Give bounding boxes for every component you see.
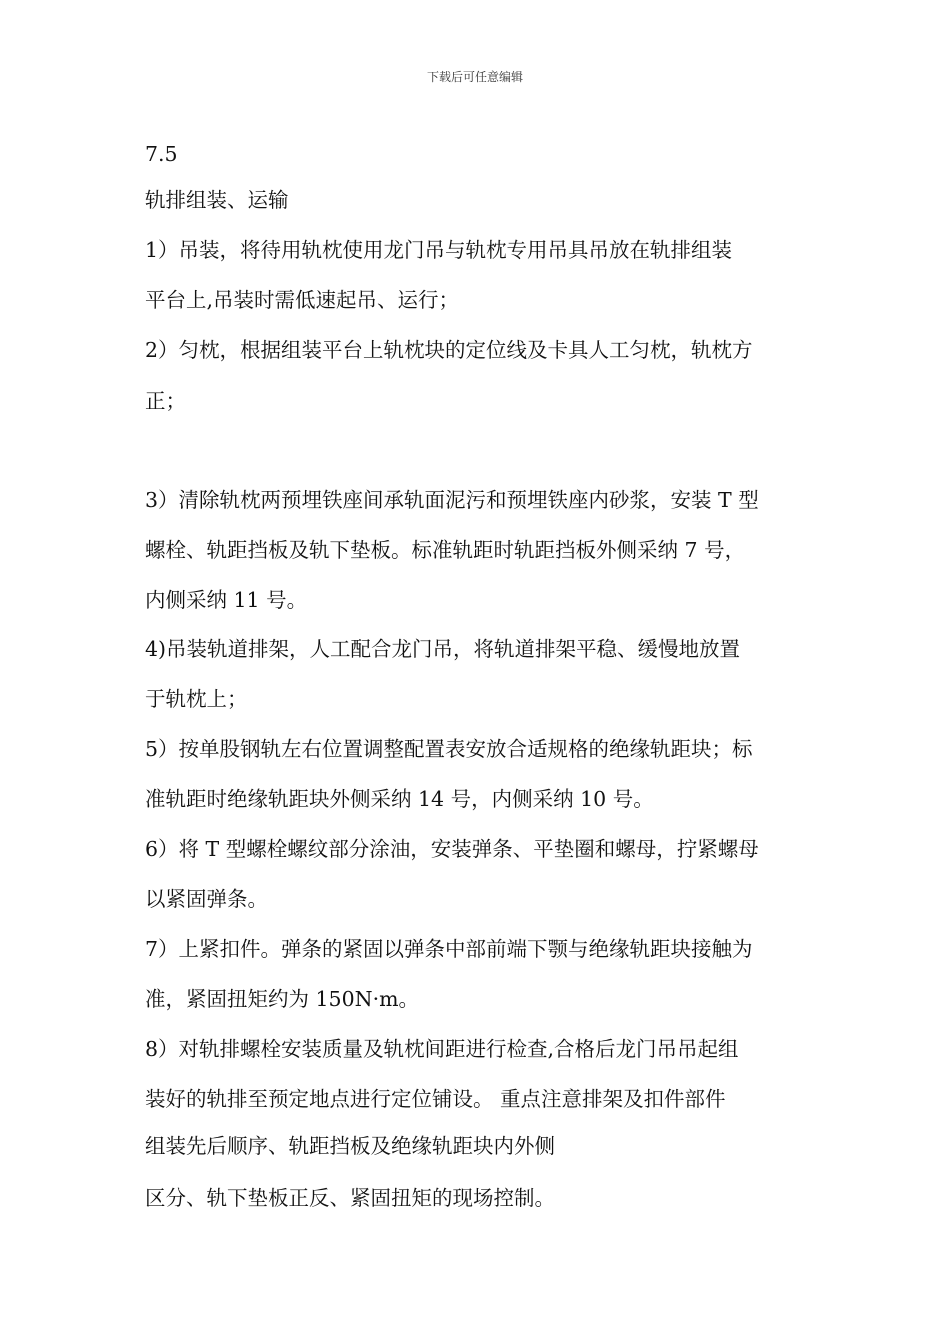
- paragraph-line: 于轨枕上；: [145, 687, 248, 711]
- paragraph-line: 内侧采纳 11 号。: [145, 588, 308, 612]
- paragraph-line: 2）匀枕，根据组装平台上轨枕块的定位线及卡具人工匀枕，轨枕方: [145, 338, 753, 362]
- section-number: 7.5: [145, 142, 178, 166]
- paragraph-line: 4)吊装轨道排架，人工配合龙门吊，将轨道排架平稳、缓慢地放置: [145, 637, 741, 661]
- paragraph-line: 准，紧固扭矩约为 150N·m。: [145, 987, 420, 1011]
- page-header-note: 下载后可任意编辑: [426, 70, 523, 84]
- paragraph-line: 平台上,吊装时需低速起吊、运行；: [145, 288, 460, 312]
- paragraph-line: 螺栓、轨距挡板及轨下垫板。标准轨距时轨距挡板外侧采纳 7 号，: [145, 538, 746, 562]
- paragraph-line: 组装先后顺序、轨距挡板及绝缘轨距块内外侧: [145, 1134, 555, 1158]
- paragraph-line: 装好的轨排至预定地点进行定位铺设。 重点注意排架及扣件部件: [145, 1087, 726, 1111]
- paragraph-line: 8）对轨排螺栓安装质量及轨枕间距进行检查,合格后龙门吊吊起组: [145, 1037, 739, 1061]
- paragraph-line: 准轨距时绝缘轨距块外侧采纳 14 号，内侧采纳 10 号。: [145, 787, 654, 811]
- paragraph-line: 区分、轨下垫板正反、紧固扭矩的现场控制。: [145, 1186, 555, 1210]
- paragraph-line: 7）上紧扣件。弹条的紧固以弹条中部前端下颚与绝缘轨距块接触为: [145, 937, 753, 961]
- paragraph-line: 1）吊装，将待用轨枕使用龙门吊与轨枕专用吊具吊放在轨排组装: [145, 238, 733, 262]
- paragraph-line: 3）清除轨枕两预埋铁座间承轨面泥污和预埋铁座内砂浆，安装 T 型: [145, 488, 759, 512]
- section-title: 轨排组装、运输: [145, 188, 289, 212]
- paragraph-line: 正；: [145, 389, 186, 413]
- paragraph-line: 6）将 T 型螺栓螺纹部分涂油，安装弹条、平垫圈和螺母，拧紧螺母: [145, 837, 759, 861]
- paragraph-line: 以紧固弹条。: [145, 887, 268, 911]
- paragraph-line: 5）按单股钢轨左右位置调整配置表安放合适规格的绝缘轨距块；标: [145, 737, 753, 761]
